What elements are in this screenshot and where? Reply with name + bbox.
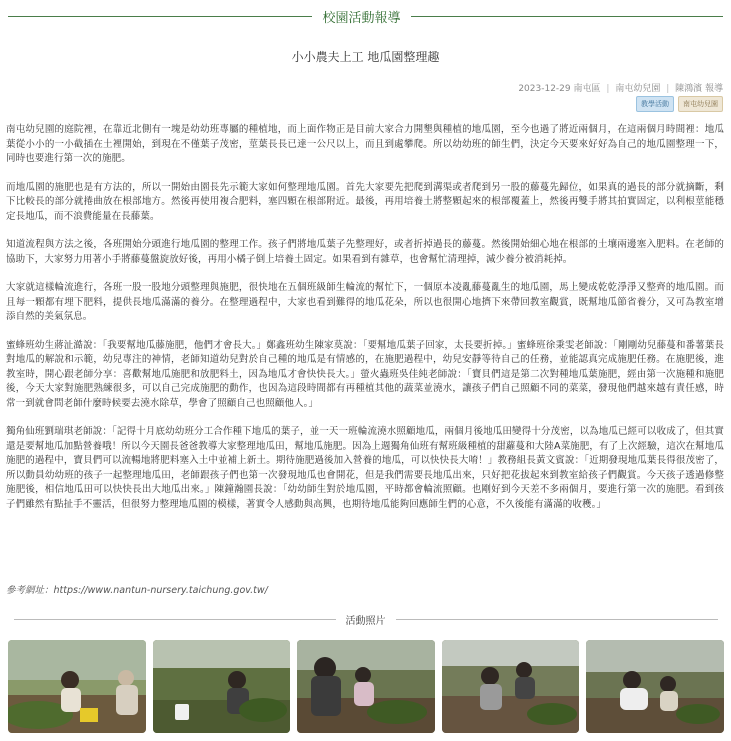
paragraph: 獨角仙班劉瑞琪老師說：「記得十月底幼幼班分工合作種下地瓜的葉子，並一天一班輪流澆水照顧地瓜，兩個月後地瓜田變得十分茂密，以為地瓜已經可以收成了，但其實還是要幫地瓜加點營養哦！所以今天園長爸爸教導大家整理地瓜田，幫地瓜施肥。因為上週獨角仙班有幫班級種植的甜蘿蔓和大陸A菜施肥，有了上次經驗，這次在幫地瓜施肥的過程中，寶貝們可以流暢地將肥料塞入土中並補上新土。期待施肥過後加入營養的地瓜，可以快快長大唷！」教務組長黃文賓說：「近期發現地瓜葉長得很茂密了，所以動員幼幼班的孩子一起整理地瓜田，老師跟孩子們也第一次發現地瓜也會開花，但是我們需要長地瓜出來，只好把花拔起來到教室給孩子們觀賞。今天孩子透過修整施肥後，相信地瓜田可以快快長出大地瓜出來。」陳鐘瀚園長說：「幼幼師生對於地瓜園，平時都會輪流照顧。也剛好到今天差不多兩個月，要進行第一次的施肥。看到孩子們雖然有點扯手不靈活，但很努力整理地瓜園的模樣，著實令人感動與高興，也期待地瓜能夠回應師生們的心意，不久後能有滿滿的收穫。」 [6, 426, 724, 510]
paragraph: 大家就這樣輪流進行，各班一股一股地分頭整理與施肥，很快地在五個班級師生輪流的幫忙下，一個原本凌亂藤蔓亂生的地瓜園，馬上變成乾乾淨淨又整齊的地瓜園。而且每一顆都有埋下肥料，提供長地瓜滿滿的養分。在整理過程中，大家也看到難得的地瓜花朵，所以也很開心地擠下來帶回教室觀賞，既幫地瓜節省養分，又可為教室增添自然的美氣氛息。 [6, 282, 724, 322]
photo-thumbnail[interactable] [8, 640, 146, 733]
meta-separator: | [606, 84, 610, 94]
photo-image-3 [297, 640, 435, 733]
reference [6, 582, 268, 596]
article-body [6, 123, 724, 526]
paragraph: 南屯幼兒園的庭院裡，在靠近北側有一塊是幼幼班專屬的種植地，而上面作物正是目前大家合力開墾與種植的地瓜園，至今也過了將近兩個月，在這兩個月時間裡：地瓜葉從小小的一小截插在土裡開始，到現在不僅葉子茂密，莖葉長長已達一公尺以上，而且到處攀爬。所以幼幼班的師生們，決定今天要來好好為自己的地瓜園整理一下，同時也要進行第一次的施肥。 [6, 124, 724, 164]
article-author: 陳鴻濱 報導 [675, 84, 723, 94]
photos-line-right [396, 619, 718, 620]
article-meta [518, 81, 723, 94]
paragraph: 知道流程與方法之後，各班開始分頭進行地瓜園的整理工作。孩子們將地瓜葉子先整理好，或者折掉過長的藤蔓。然後開始細心地在根部的土壤兩邊塞入肥料。在老師的協助下，大家努力用著小手將藤蔓盤旋放好後，再用小橘子倒上培養土固定。如果看到有雜草，也會幫忙清理掉，減少養分被消耗掉。 [6, 239, 724, 265]
photo-thumbnail[interactable] [442, 640, 580, 733]
photo-image-5 [586, 640, 724, 733]
photo-thumbnail[interactable] [586, 640, 724, 733]
tag-list [636, 96, 723, 112]
paragraph: 而地瓜園的施肥也是有方法的，所以一開始由園長先示範大家如何整理地瓜園。首先大家要先把爬到溝渠或者爬到另一股的藤蔓先歸位，如果真的過長的部分就摘斷，剩下比較長的部分就捲曲放在根部地方。然後再使用複合肥料，塞四顆在根部附近。最後，再用培養土將整顆起來的根部覆蓋上，然後再雙手將其拍實固定，以利根莖能穩定長地瓜，而不浪費能量在長藤葉。 [6, 181, 724, 222]
photos-title: 活動照片 [345, 615, 386, 627]
article-school: 南屯區 [573, 84, 601, 94]
header-line-left [8, 16, 312, 17]
photo-image-1 [8, 640, 146, 733]
paragraph: 蜜蜂班幼生蔣沚澔說：「我要幫地瓜藤施肥，他們才會長大。」鄭鑫班幼生陳家莫說：「要幫地瓜葉子回家，太長要折掉。」蜜蜂班徐秉雯老師說：「剛剛幼兒藤蔓和番薯葉長對地瓜的解說和示範，幼兒專注的神情，老師知道幼兒對於自己種的地瓜是有情感的，在施肥過程中，幼兒安靜等待自己的任務，並能認真完成施肥任務。在施肥後，進教室時，開心跟老師分享：喜歡幫地瓜施肥和放肥料土，因為地瓜才會快快長大。」螢火蟲班吳佳純老師說：「寶貝們這是第二次對種地瓜葉施肥，經由第一次施種和施肥後，今天大家對施肥熟練很多，可以自己完成施肥的動作，也因為這段時間都有再種植其他的蔬菜並澆水，讓孩子們自己照顧不同的菜菜，發現他們越來越有責任感，時常一到就會問老師什麼時候要去澆水除草，學會了照顧自己也照顧他人。」 [6, 339, 724, 409]
article-unit: 南屯幼兒園 [615, 84, 661, 94]
meta-separator: | [666, 84, 670, 94]
photo-image-4 [442, 640, 580, 733]
tag-teaching[interactable]: 教學活動 [636, 96, 674, 112]
article-date: 2023-12-29 [518, 84, 571, 94]
article-title: 小小農夫上工 地瓜園整理趣 [291, 50, 440, 64]
tag-school[interactable]: 南屯幼兒園 [678, 96, 723, 112]
photo-gallery [8, 640, 724, 733]
photo-thumbnail[interactable] [297, 640, 435, 733]
header-line-right [411, 16, 723, 17]
photo-thumbnail[interactable] [153, 640, 291, 733]
photos-line-left [14, 619, 336, 620]
section-header [0, 6, 731, 26]
reference-link[interactable]: https://www.nantun-nursery.taichung.gov.tw/ [53, 585, 268, 596]
photos-header [0, 612, 731, 626]
reference-label: 參考網址： [6, 585, 54, 596]
photo-image-2 [153, 640, 291, 733]
section-title: 校園活動報導 [322, 10, 401, 26]
